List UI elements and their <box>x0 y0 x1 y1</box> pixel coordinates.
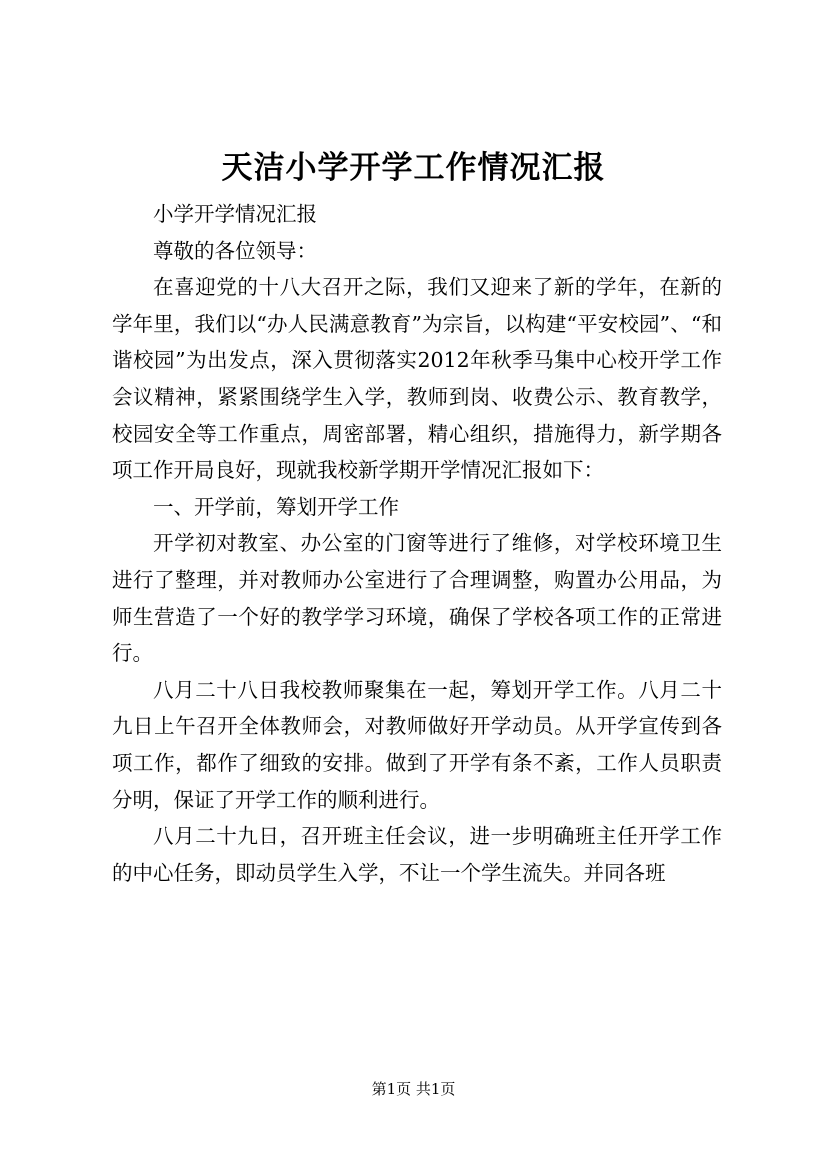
paragraph-teacher-meeting: 八月二十八日我校教师聚集在一起，筹划开学工作。八月二十九日上午召开全体教师会，对教师做好开学动员。从开学宣传到各项工作，都作了细致的安排。做到了开学有条不紊，工作人员职责分明，保证了开学工作的顺利进行。 <box>112 677 722 812</box>
page-footer: 第1页 共1页 <box>371 1080 456 1098</box>
paragraph-headteacher-meeting: 八月二十九日，召开班主任会议，进一步明确班主任开学工作的中心任务，即动员学生入学，不让一个学生流失。并同各班 <box>112 824 722 885</box>
document-body <box>112 196 722 891</box>
document-title: 天洁小学开学工作情况汇报 <box>221 150 606 186</box>
paragraph-intro: 在喜迎党的十八大召开之际，我们又迎来了新的学年，在新的学年里，我们以“办人民满意教育”为宗旨，以构建“平安校园”、“和谐校园”为出发点，深入贯彻落实2012年秋季马集中心校开学工作会议精神，紧紧围绕学生入学，教师到岗、收费公示、教育教学，校园安全等工作重点，周密部署，精心组织，措施得力，新学期各项工作开局良好，现就我校新学期开学情况汇报如下： <box>112 275 722 483</box>
paragraph-salutation: 尊敬的各位领导： <box>153 238 317 263</box>
section-heading-1: 一、开学前，筹划开学工作 <box>153 494 399 519</box>
paragraph-maintenance: 开学初对教室、办公室的门窗等进行了维修，对学校环境卫生进行了整理，并对教师办公室进行了合理调整，购置办公用品，为师生营造了一个好的教学学习环境，确保了学校各项工作的正常进行。 <box>112 531 722 666</box>
paragraph-subtitle: 小学开学情况汇报 <box>153 202 317 226</box>
